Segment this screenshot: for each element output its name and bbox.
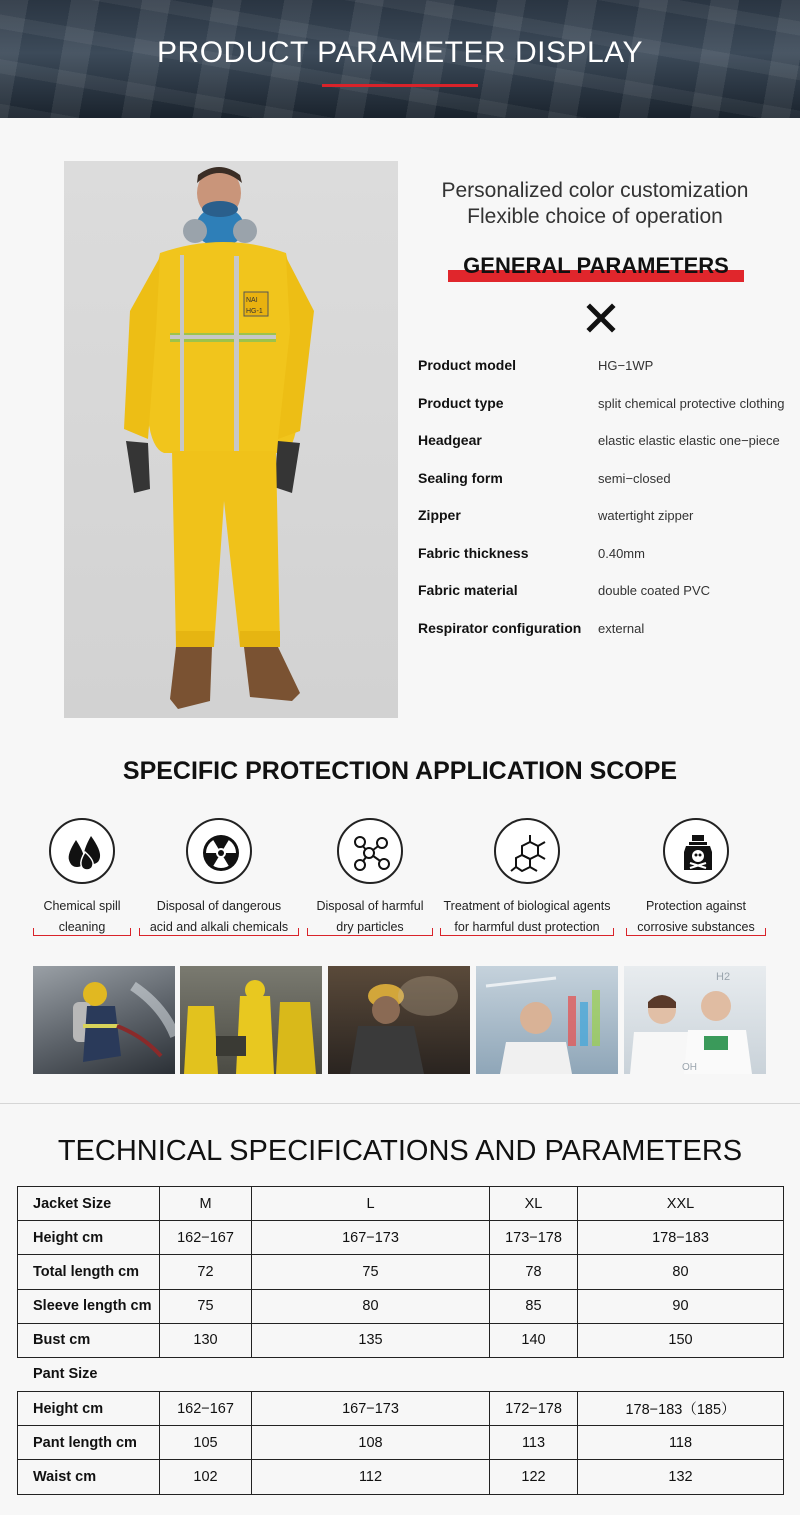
tagline-line-1: Personalized color customization (441, 179, 749, 202)
table-cell: 130 (160, 1323, 252, 1357)
table-cell: 75 (252, 1255, 490, 1289)
param-row (418, 503, 798, 541)
table-cell: 167−173 (252, 1392, 490, 1426)
table-row (18, 1255, 784, 1289)
param-row (418, 466, 798, 504)
table-row (18, 1460, 784, 1494)
jacket-size-table (17, 1186, 784, 1358)
tech-specs-title: TECHNICAL SPECIFICATIONS AND PARAMETERS (57, 1135, 743, 1167)
section-divider (0, 1103, 800, 1104)
param-value: split chemical protective clothing (598, 395, 785, 411)
parameters-list (418, 353, 798, 653)
table-cell: 75 (160, 1289, 252, 1323)
red-bracket (440, 928, 614, 936)
table-cell: 178−183（185） (578, 1392, 784, 1426)
scene-photo-smoke-rescue (328, 966, 470, 1074)
scope-item-biological-agents (440, 818, 614, 938)
table-row (18, 1187, 784, 1221)
param-row (418, 541, 798, 579)
title-underline (322, 84, 478, 87)
table-cell: 112 (252, 1460, 490, 1494)
scope-label-line1: Disposal of dangerous (156, 899, 282, 913)
param-label: Fabric thickness (418, 544, 529, 561)
param-value: external (598, 620, 645, 636)
table-cell: 102 (160, 1460, 252, 1494)
scene-photo-lab-team (624, 966, 766, 1074)
photo-logo-text: NAI (246, 297, 258, 304)
table-cell: 162−167 (160, 1392, 252, 1426)
poison-bottle-icon (677, 832, 719, 874)
scope-item-corrosive (626, 818, 766, 938)
red-bracket (33, 928, 131, 936)
product-photo (64, 161, 398, 718)
table-cell: 113 (490, 1426, 578, 1460)
scene-photo-yellow-suits (180, 966, 322, 1074)
scope-label (307, 896, 433, 938)
tagline-line-2: Flexible choice of operation (467, 205, 723, 228)
param-value: HG−1WP (598, 358, 654, 373)
table-cell: 173−178 (490, 1221, 578, 1255)
row-label: Sleeve length cm (18, 1289, 160, 1323)
table-row (18, 1289, 784, 1323)
scope-circle (186, 818, 252, 884)
scope-label-line1: Disposal of harmful (316, 899, 424, 913)
row-label: Pant length cm (18, 1426, 160, 1460)
row-label: Jacket Size (18, 1187, 160, 1221)
scope-item-dry-particles (307, 818, 433, 938)
chemical-structure-icon (508, 832, 550, 874)
table-cell: 85 (490, 1289, 578, 1323)
table-cell: 140 (490, 1323, 578, 1357)
scope-label-line2: cleaning (58, 920, 106, 934)
header-banner (0, 0, 800, 118)
scope-label (139, 896, 299, 938)
droplets-icon (63, 832, 105, 874)
close-x-icon (586, 303, 616, 333)
table-cell: 90 (578, 1289, 784, 1323)
scope-label (33, 896, 131, 938)
table-row (18, 1392, 784, 1426)
param-label: Product model (418, 357, 517, 373)
param-label: Product type (418, 394, 504, 411)
row-label: Height cm (18, 1392, 160, 1426)
radiation-icon (200, 832, 242, 874)
photo-badge-text: HG-1 (246, 308, 263, 315)
scope-circle (663, 818, 729, 884)
param-row (418, 391, 798, 429)
param-label: Zipper (418, 507, 461, 523)
table-cell: 80 (578, 1255, 784, 1289)
row-label: Waist cm (18, 1460, 160, 1494)
table-cell: 132 (578, 1460, 784, 1494)
row-label: Bust cm (18, 1323, 160, 1357)
table-cell: 172−178 (490, 1392, 578, 1426)
table-cell: 78 (490, 1255, 578, 1289)
table-cell: 72 (160, 1255, 252, 1289)
param-row (418, 428, 798, 466)
scope-label-line2: acid and alkali chemicals (149, 920, 289, 934)
table-row (18, 1426, 784, 1460)
molecule-icon (351, 832, 393, 874)
table-cell: XXL (578, 1187, 784, 1221)
table-cell: 80 (252, 1289, 490, 1323)
param-value: double coated PVC (598, 583, 711, 598)
table-cell: 135 (252, 1323, 490, 1357)
scene-oh-text: OH (682, 1062, 697, 1073)
scope-label-line1: Protection against (645, 899, 747, 913)
scope-item-chemical-spill (33, 818, 131, 938)
scope-label-line2: corrosive substances (637, 920, 755, 934)
table-cell: 105 (160, 1426, 252, 1460)
table-cell: 178−183 (578, 1221, 784, 1255)
param-value: 0.40mm (598, 545, 645, 561)
param-value: semi−closed (598, 470, 671, 486)
scene-h2-text: H2 (716, 971, 731, 983)
table-cell: L (252, 1187, 490, 1221)
table-row (18, 1221, 784, 1255)
scope-label-line1: Chemical spill (43, 899, 121, 913)
scene-photo-lab-scientist (476, 966, 618, 1074)
table-cell: M (160, 1187, 252, 1221)
red-bracket (626, 928, 766, 936)
param-row (418, 578, 798, 616)
scope-label (626, 896, 766, 938)
param-label: Headgear (418, 432, 482, 448)
scope-label-line2: dry particles (336, 920, 404, 934)
scope-label-line2: for harmful dust protection (454, 920, 600, 934)
red-bracket (139, 928, 299, 936)
table-cell: 167−173 (252, 1221, 490, 1255)
param-value: elastic elastic elastic one−piece (598, 433, 780, 448)
row-label: Total length cm (18, 1255, 160, 1289)
row-label: Height cm (18, 1221, 160, 1255)
red-bracket (307, 928, 433, 936)
general-parameters-title: GENERAL PARAMETERS (463, 253, 729, 278)
page-title: PRODUCT PARAMETER DISPLAY (157, 36, 643, 69)
table-cell: 122 (490, 1460, 578, 1494)
scope-item-acid-alkali (139, 818, 299, 938)
scope-circle (337, 818, 403, 884)
scope-title: SPECIFIC PROTECTION APPLICATION SCOPE (122, 757, 678, 785)
param-value: watertight zipper (598, 508, 694, 523)
pant-size-label: Pant Size (33, 1366, 98, 1382)
table-cell: 150 (578, 1323, 784, 1357)
table-cell: 118 (578, 1426, 784, 1460)
table-cell: 108 (252, 1426, 490, 1460)
param-label: Fabric material (418, 582, 518, 598)
pant-size-table (17, 1391, 784, 1495)
scope-label (440, 896, 614, 938)
table-cell: 162−167 (160, 1221, 252, 1255)
param-label: Sealing form (418, 469, 503, 486)
scope-circle (49, 818, 115, 884)
scope-circle (494, 818, 560, 884)
general-parameters-heading (448, 253, 744, 283)
param-row (418, 616, 798, 654)
scene-photo-firefighter (33, 966, 175, 1074)
scope-label-line1: Treatment of biological agents (443, 899, 611, 913)
table-cell: XL (490, 1187, 578, 1221)
param-label: Respirator configuration (418, 619, 582, 636)
param-row (418, 353, 798, 391)
table-row (18, 1323, 784, 1357)
